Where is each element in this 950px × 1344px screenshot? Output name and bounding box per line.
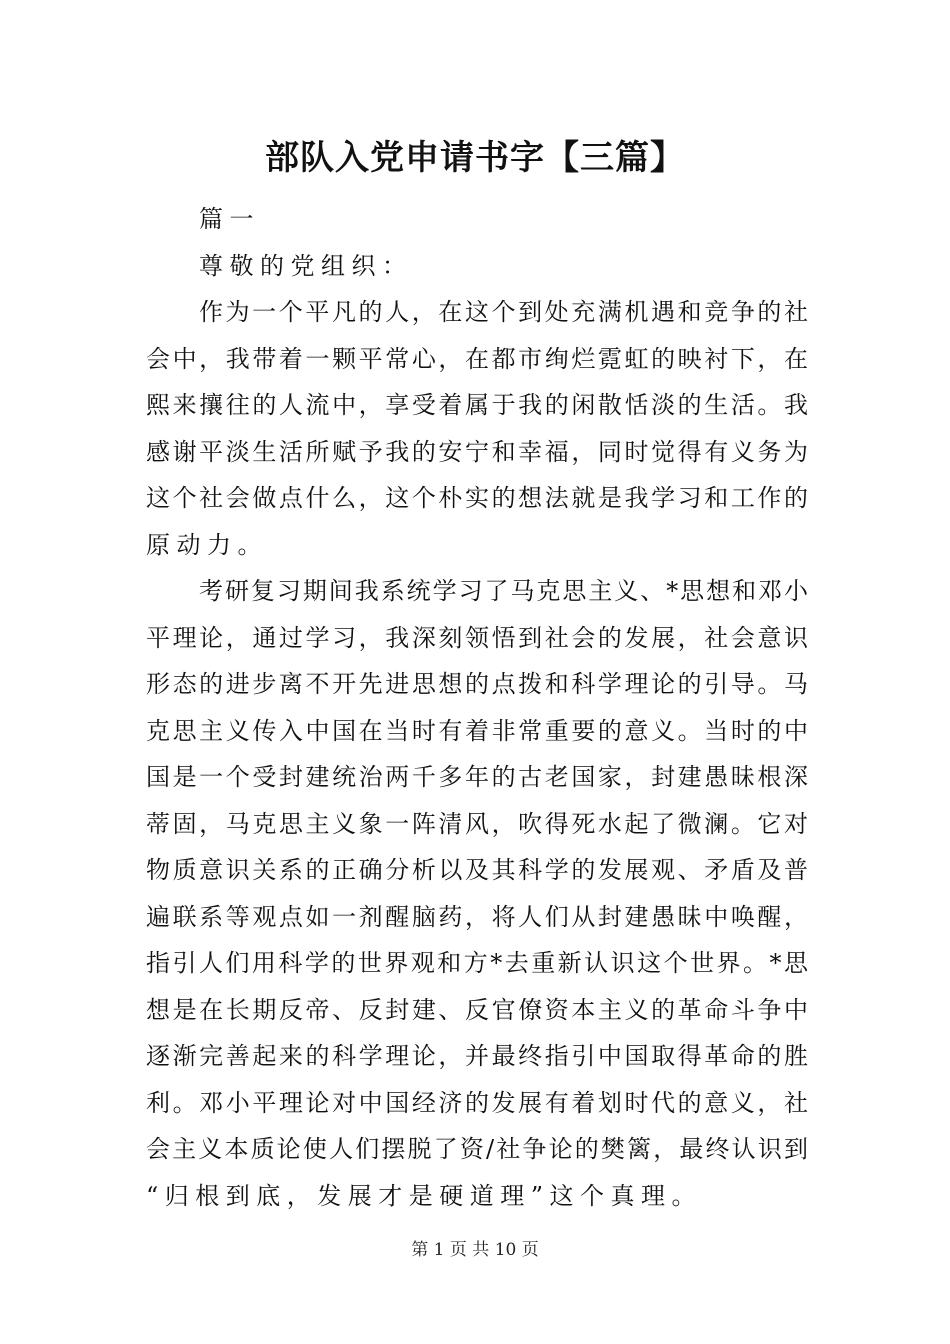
paragraph-line: 会主义本质论使人们摆脱了资/社争论的樊篱，最终认识到	[146, 1135, 808, 1163]
document-body	[146, 196, 808, 1219]
paragraph-line: 原动力。	[146, 530, 268, 559]
paragraph-line: 形态的进步离不开先进思想的点拨和科学理论的引导。马	[146, 670, 808, 698]
paragraph-line: 利。邓小平理论对中国经济的发展有着划时代的意义，社	[146, 1088, 808, 1117]
paragraph-line: 克思主义传入中国在当时有着非常重要的意义。当时的中	[146, 716, 808, 745]
paragraph-line: 指引人们用科学的世界观和方*去重新认识这个世界。*思	[146, 949, 808, 977]
paragraph-line: 平理论，通过学习，我深刻领悟到社会的发展，社会意识	[146, 623, 808, 652]
paragraph-line: 熙来攘往的人流中，享受着属于我的闲散恬淡的生活。我	[146, 391, 808, 419]
paragraph-line: 物质意识关系的正确分析以及其科学的发展观、矛盾及普	[146, 856, 808, 884]
paragraph-line: 蒂固，马克思主义象一阵清风，吹得死水起了微澜。它对	[146, 809, 808, 838]
paragraph-line: 遍联系等观点如一剂醒脑药，将人们从封建愚昧中唤醒，	[146, 902, 808, 931]
paragraph-line: 逐渐完善起来的科学理论，并最终指引中国取得革命的胜	[146, 1042, 808, 1070]
paragraph-line: 作为一个平凡的人，在这个到处充满机遇和竞争的社	[199, 298, 808, 326]
page-footer: 第 1 页 共 10 页	[411, 1240, 539, 1260]
paragraph-line: 国是一个受封建统治两千多年的古老国家，封建愚昧根深	[146, 763, 808, 791]
paragraph-line: 会中，我带着一颗平常心，在都市绚烂霓虹的映衬下，在	[146, 344, 808, 373]
paragraph-line: 想是在长期反帝、反封建、反官僚资本主义的革命斗争中	[146, 995, 808, 1024]
paragraph-line: 感谢平淡生活所赋予我的安宁和幸福，同时觉得有义务为	[146, 437, 808, 466]
salutation: 尊敬的党组织：	[199, 251, 413, 280]
paragraph-line: 考研复习期间我系统学习了马克思主义、*思想和邓小	[199, 577, 808, 605]
paragraph-line: 这个社会做点什么，这个朴实的想法就是我学习和工作的	[146, 484, 808, 512]
document-title: 部队入党申请书字【三篇】	[265, 138, 685, 178]
section-heading: 篇一	[199, 205, 260, 233]
paragraph-line: “归根到底，发展才是硬道理”这个真理。	[146, 1181, 703, 1210]
